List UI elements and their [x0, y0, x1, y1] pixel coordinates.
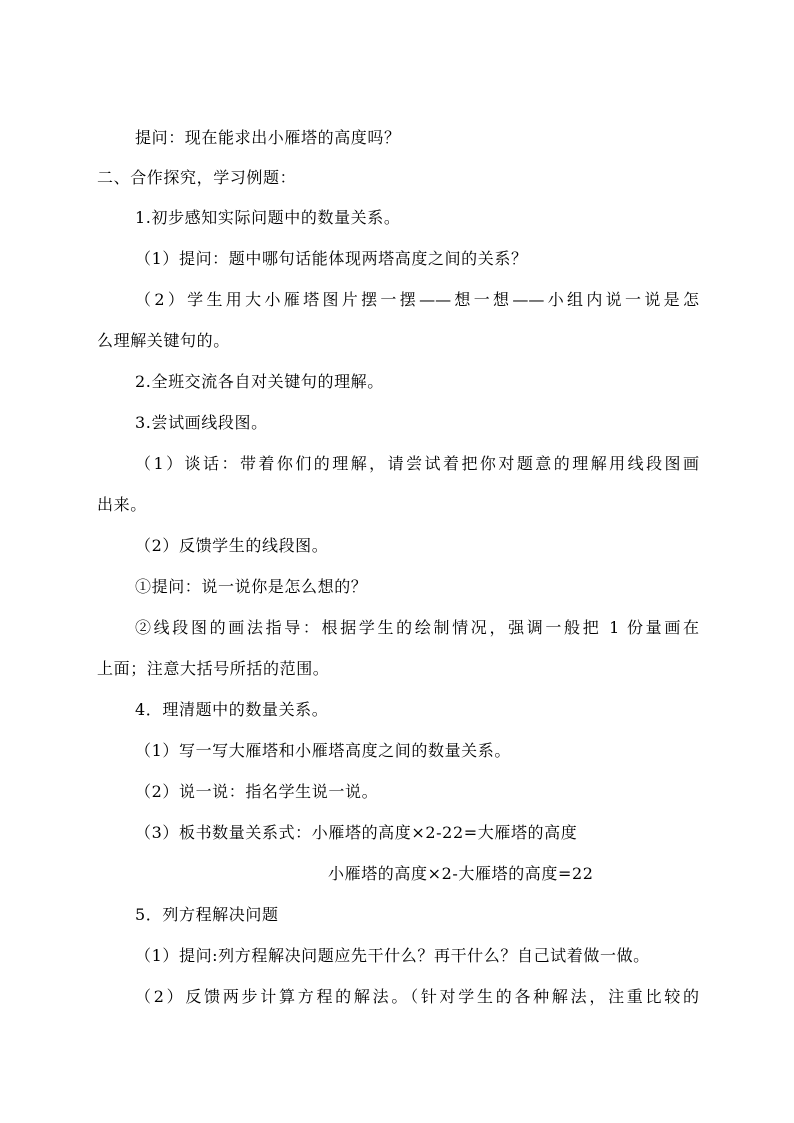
step-1: 1.初步感知实际问题中的数量关系。	[135, 208, 401, 227]
step-4-item-1: （1）写一写大雁塔和小雁塔高度之间的数量关系。	[135, 741, 511, 760]
step-5-item-1: （1）提问:列方程解决问题应先干什么？再干什么？自己试着做一做。	[135, 946, 650, 965]
step-5-item-2: （2）反馈两步计算方程的解法。（针对学生的各种解法，注重比较的	[135, 987, 699, 1006]
section-heading: 二、合作探究，学习例题：	[97, 168, 297, 187]
step-4-item-3: （3）板书数量关系式：小雁塔的高度×2-22=大雁塔的高度	[135, 823, 578, 842]
step-3-subitem-2-line-1: ②线段图的画法指导：根据学生的绘制情况，强调一般把 1 份量画在	[135, 618, 699, 637]
step-3: 3.尝试画线段图。	[135, 413, 268, 432]
step-4-relation-2: 小雁塔的高度×2-大雁塔的高度=22	[328, 864, 594, 883]
step-1-item-2-line-1: （2）学生用大小雁塔图片摆一摆——想一想——小组内说一说是怎	[135, 290, 699, 309]
step-2: 2.全班交流各自对关键句的理解。	[135, 372, 384, 391]
step-1-item-2-line-2: 么理解关键句的。	[97, 331, 230, 350]
step-5: 5．列方程解决问题	[135, 905, 279, 924]
step-3-item-2: （2）反馈学生的线段图。	[135, 536, 329, 555]
question-line: 提问：现在能求出小雁塔的高度吗？	[135, 128, 401, 147]
step-3-subitem-1: ①提问：说一说你是怎么想的？	[135, 577, 368, 596]
step-3-item-1-line-2: 出来。	[97, 495, 147, 514]
step-3-subitem-2-line-2: 上面；注意大括号所括的范围。	[97, 659, 330, 678]
step-4: 4．理清题中的数量关系。	[135, 700, 329, 719]
step-4-item-2: （2）说一说：指名学生说一说。	[135, 782, 379, 801]
step-1-item-1: （1）提问：题中哪句话能体现两塔高度之间的关系？	[135, 249, 528, 268]
step-3-item-1-line-1: （1）谈话：带着你们的理解，请尝试着把你对题意的理解用线段图画	[135, 454, 699, 473]
